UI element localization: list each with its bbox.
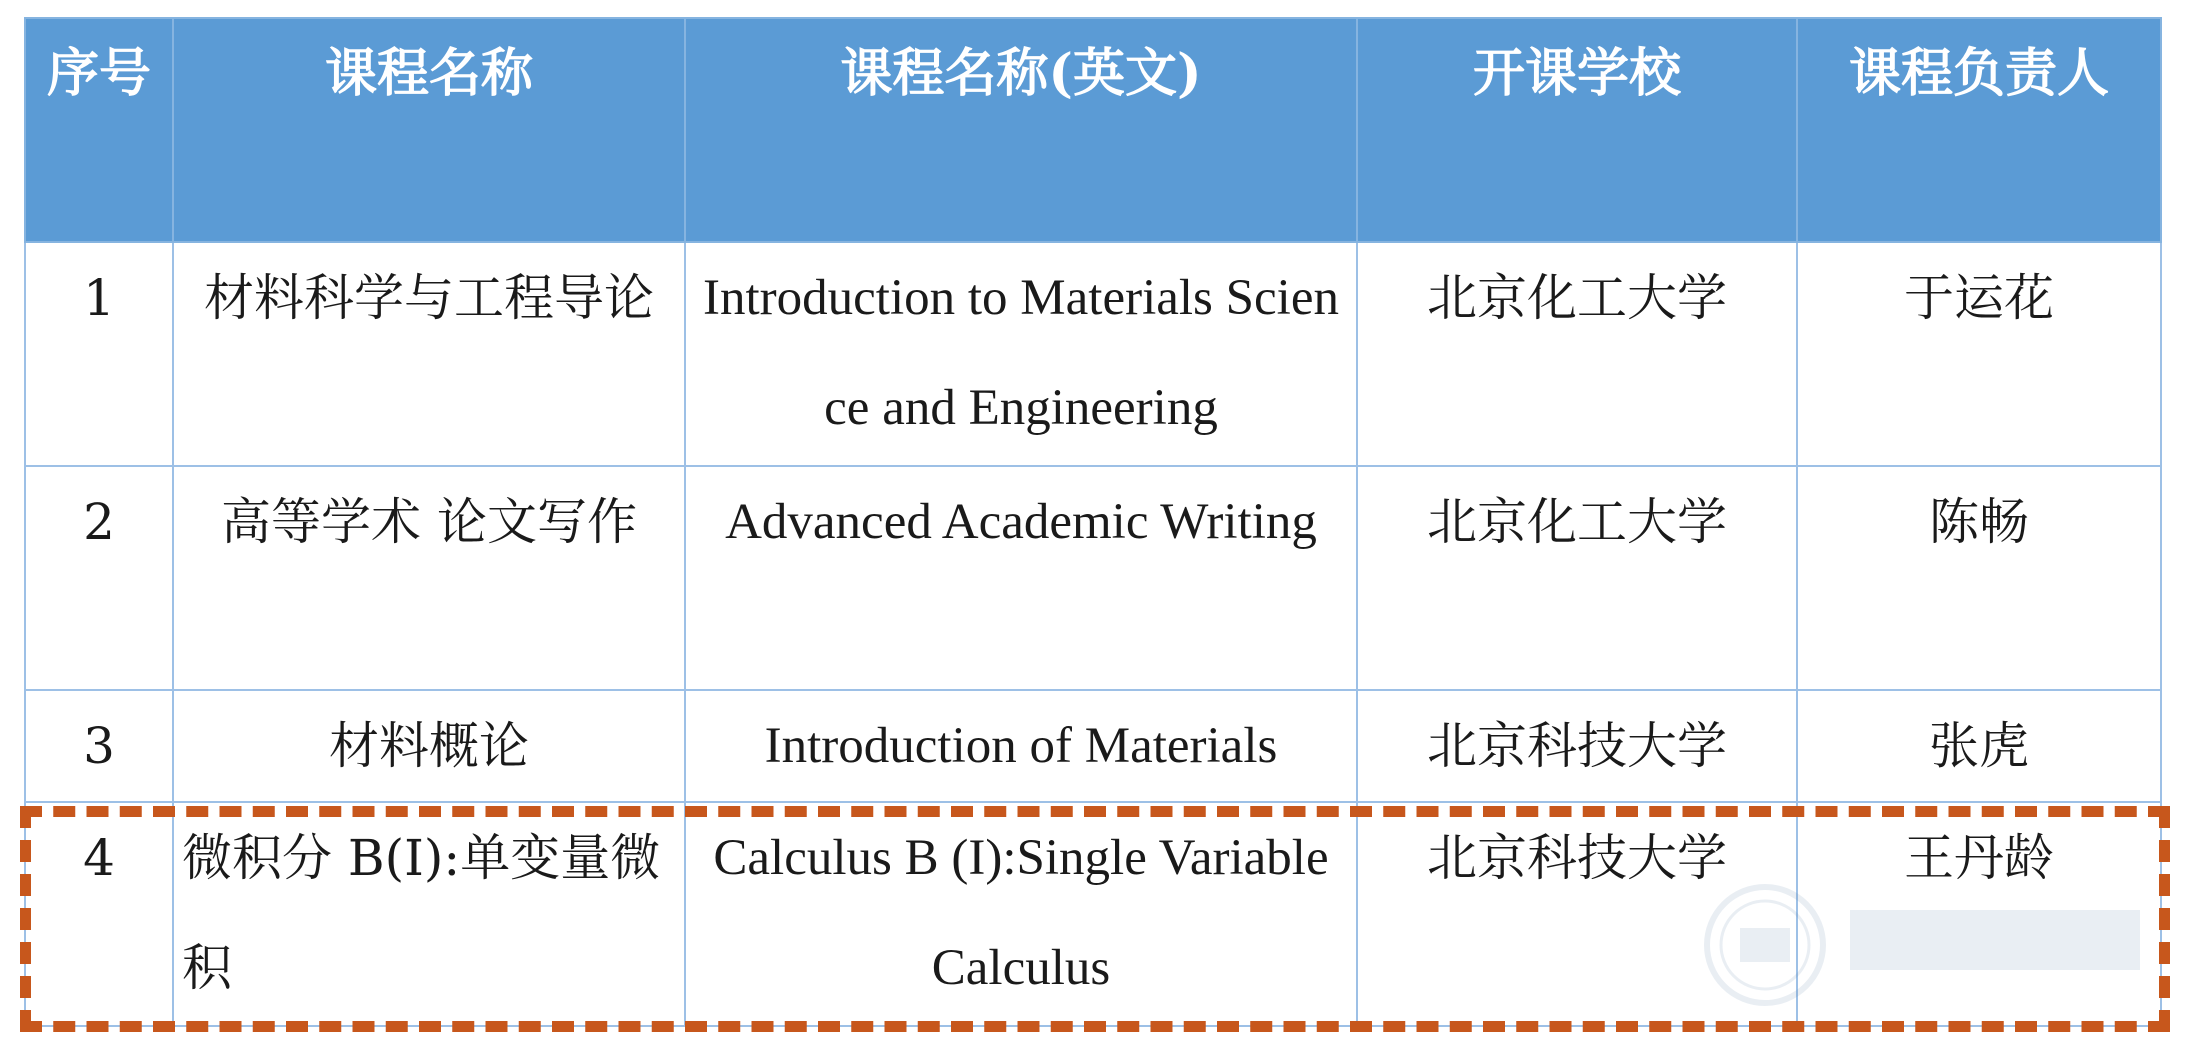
cell-course-name-english: Calculus B (I):Single Variable Calculus <box>685 802 1357 1026</box>
cell-course-name: 高等学术 论文写作 <box>173 466 685 690</box>
header-course-name-english: 课程名称(英文) <box>685 18 1357 242</box>
cell-school: 北京科技大学 <box>1357 690 1797 802</box>
table-row <box>25 242 2161 466</box>
table-row <box>25 466 2161 690</box>
cell-course-name: 材料科学与工程导论 <box>173 242 685 466</box>
cell-school: 北京化工大学 <box>1357 242 1797 466</box>
header-school: 开课学校 <box>1357 18 1797 242</box>
course-table <box>24 17 2162 1027</box>
cell-index: 3 <box>25 690 173 802</box>
cell-teacher: 张虎 <box>1797 690 2161 802</box>
cell-school: 北京化工大学 <box>1357 466 1797 690</box>
table-row <box>25 802 2161 1026</box>
header-row <box>25 18 2161 242</box>
cell-index: 2 <box>25 466 173 690</box>
cell-teacher: 于运花 <box>1797 242 2161 466</box>
cell-course-name-english: Advanced Academic Writing <box>685 466 1357 690</box>
cell-course-name-english: Introduction of Materials <box>685 690 1357 802</box>
table-row <box>25 690 2161 802</box>
header-teacher: 课程负责人 <box>1797 18 2161 242</box>
cell-index: 1 <box>25 242 173 466</box>
cell-index: 4 <box>25 802 173 1026</box>
cell-course-name: 微积分 B(I):单变量微积 <box>173 802 685 1026</box>
cell-course-name: 材料概论 <box>173 690 685 802</box>
cell-teacher: 陈畅 <box>1797 466 2161 690</box>
cell-school: 北京科技大学 <box>1357 802 1797 1026</box>
header-course-name: 课程名称 <box>173 18 685 242</box>
header-index: 序号 <box>25 18 173 242</box>
cell-course-name-english: Introduction to Materials Science and Engineering <box>685 242 1357 466</box>
cell-teacher: 王丹龄 <box>1797 802 2161 1026</box>
